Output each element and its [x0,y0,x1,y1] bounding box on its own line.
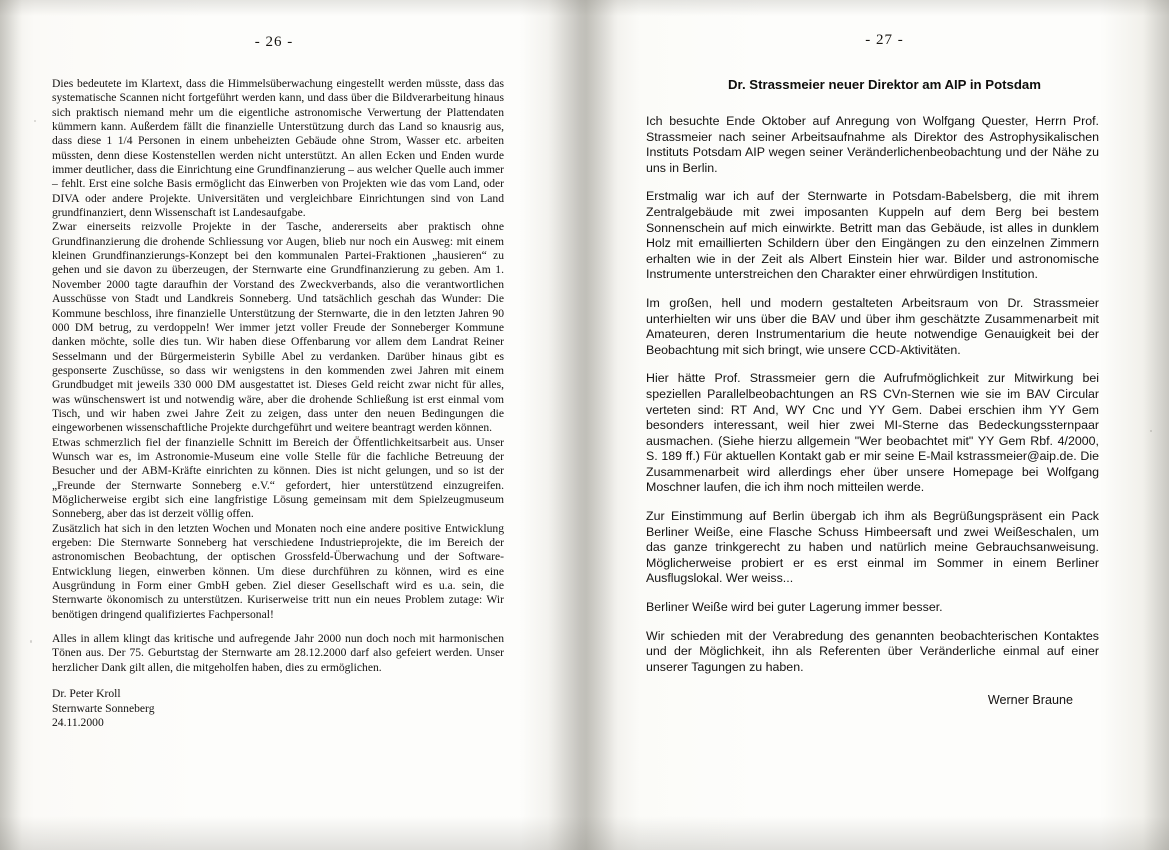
signature-line: Sternwarte Sonneberg [52,701,155,715]
right-page [600,0,1169,850]
left-page [0,0,548,850]
paragraph: Berliner Weiße wird bei guter Lagerung immer besser. [646,600,943,615]
paragraph: Hier hätte Prof. Strassmeier gern die Aufrufmöglichkeit zur Mitwirkung bei speziellen Parallelbeobachtungen an RS CVn-Sternen wie sie im BAV Circular verteten sind: RT And, WY Cnc und YY Gem. Dabei erschien ihm YY Gem besonders interessant, weil hier zwei MI-Sterne das Bedeckungssternpaar ausmachen. (Siehe hierzu allgemein "Wer beobachtet mit" YY Gem Rbf. 4/2000, S. 189 ff.) Für aktuellen Kontakt gab er mir seine E-Mail kstrassmeier@aip.de. Die Zusammenarbeit wird allerdings eher über unsere Homepage bei Wolfgang Moschner laufen, die ich ihm noch mitteilen werde. [646,371,1099,495]
paragraph: Zwar einerseits reizvolle Projekte in der Tasche, andererseits aber praktisch ohne Grundfinanzierung die drohende Schliessung vor Augen, blieb nur noch ein Ausweg: mit einem kleinen Grundfinanzierungs-Konzept bei den kommunalen Partei-Fraktionen „hausieren“ zu gehen und sie davon zu überzeugen, der Sternwarte eine Grundfinanzierung zu geben. Am 1. November 2000 tagte daraufhin der Vorstand des Zweckverbands, also die verantwortlichen Ausschüsse von Stadt und Landkreis Sonneberg. Und tatsächlich geschah das Wunder: Die Kommune beschloss, ihre finanzielle Unterstützung der Sternwarte, die in den letzten Jahren 90 000 DM betrug, zu verdoppeln! Wer immer jetzt voller Freude der Sonneberger Kommune danken möchte, solle dies tun. Wir haben diese Offenbarung vor allem dem Landrat Reiner Sesselmann und der Bürgermeisterin Sybille Abel zu verdanken. Darüber hinaus gibt es gesponserte Zuschüsse, so dass wir wenigstens in den kommenden zwei Jahren mit einem Grundbudget mit jeweils 330 000 DM ausgestattet ist. Dieses Geld reicht zwar nicht für alles, was wünschenswert ist und notwendig wäre, aber die drohende Schließung ist erst einmal vom Tisch, und wir haben zwei Jahre Zeit zu zeigen, dass unter den neuen Bedingungen die eingeworbenen wissenschaftliche Projekte durchgeführt und weitere beantragt werden können. [52,220,504,435]
right-page-number: - 27 - [865,32,904,48]
paragraph: Ich besuchte Ende Oktober auf Anregung von Wolfgang Quester, Herrn Prof. Strassmeier nach seiner Arbeitsaufnahme als Direktor des Astrophysikalischen Instituts Potsdam AIP wegen seiner Veränderlichenbeobachtung und der Nähe zu uns in Berlin. [646,114,1099,175]
signature-line: 24.11.2000 [52,715,104,729]
scan-speck [34,120,36,122]
paragraph: Dies bedeutete im Klartext, dass die Himmelsüberwachung eingestellt werden müsste, dass das systematische Scannen nicht fortgeführt werden kann, und dass über die Bildverarbeitung hinaus sich praktisch niemand mehr um die eigentliche astronomische Verwertung der Plattendaten kümmern kann. Außerdem fällt die finanzielle Unterstützung durch das Land so knausrig aus, dass diese 1 1/4 Personen in einem unbeheizten Gebäude ohne Strom, Wasser etc. arbeiten müssten, denn diese Kostenstellen werden nicht unterstützt. An allen Ecken und Enden wurde immer deutlicher, dass die Einrichtung eine Grundfinanzierung – aus welcher Quelle auch immer – fehlt. Erst eine solche Basis ermöglicht das Einwerben von Projekten wie das vom Land, oder DIVA oder andere Projekte. Universitäten und vergleichbare Einrichtungen sind von Land grundfinanziert, denn Wissenschaft ist Landesaufgabe. [52,77,504,220]
left-page-number: - 26 - [254,34,294,50]
left-page-signature [52,687,504,730]
paragraph: Wir schieden mit der Verabredung des genannten beobachterischen Kontaktes und der Möglichkeit, ihn als Referenten über Veränderliche einmal auf einer unserer Tagungen zu haben. [646,628,1099,674]
left-page-body [52,77,504,675]
scan-speck [30,640,32,643]
paragraph: Erstmalig war ich auf der Sternwarte in Potsdam-Babelsberg, die mit ihrem Zentralgebäude mit zwei imposanten Kuppeln auf dem Berg bei bestem Sonnenschein auf mich einwirkte. Betritt man das Gebäude, ist alles in dunklem Holz mit emaillierten Schildern über den Eingängen zu den einzelnen Zimmern erhalten wie in der Zeit als Albert Einstein hier war. Bilder und astronomische Instrumente unterstreichen den Charakter einer ehrwürdigen Institution. [646,189,1099,282]
scan-speck [1150,430,1152,432]
paragraph: Im großen, hell und modern gestalteten Arbeitsraum von Dr. Strassmeier unterhielten wir uns über die BAV und über ihm geschätzte Zusammenarbeit mit Amateuren, deren Instrumentarium die heute notwendige Genauigkeit bei der Beobachtung mit sich bringt, wie unsere CCD-Aktivitäten. [646,295,1099,357]
signature-line: Dr. Peter Kroll [52,687,121,701]
paragraph: Etwas schmerzlich fiel der finanzielle Schnitt im Bereich der Öffentlichkeitsarbeit aus. Unser Wunsch war es, im Astronomie-Museum eine volle Stelle für die fachliche Betreuung der Besucher und der ABM-Kräfte einrichten zu können. Dies ist nicht gelungen, und so ist der „Freunde der Sternwarte Sonneberg e.V.“ gefordert, hier unterstützend einzugreifen. Möglicherweise ergibt sich eine langfristige Lösung gemeinsam mit dem Spielzeugmuseum Sonneberg, aber das ist derzeit völlig offen. [52,435,504,521]
paragraph: Zur Einstimmung auf Berlin übergab ich ihm als Begrüßungspräsent ein Pack Berliner Weiße, eine Flasche Schuss Himbeersaft und zwei Weißeschalen, um das ganze trinkgerecht zu haben und natürlich meine Gebrauchsanweisung. Möglicherweise probiert er es erst einmal im Sommer in einem Berliner Ausflugslokal. Wer weiss... [646,509,1099,586]
paragraph: Zusätzlich hat sich in den letzten Wochen und Monaten noch eine andere positive Entwicklung ergeben: Die Sternwarte Sonneberg hat verschiedene Industrieprojekte, die im Bereich der astronomischen Beobachtung, der optischen Grossfeld-Überwachung und der Software-Entwicklung liegen, einwerben können. Um diese durchführen zu können, wird es eine Ausgründung in Form einer GmbH geben. Ziel dieser Gesellschaft wird es u.a. sein, die Sternwarte ökonomisch zu unterstützen. Kuriserweise tritt nun ein neues Problem zutage: Wir benötigen dringend qualifiziertes Fachpersonal! [52,521,504,621]
article-author-signature: Werner Braune [987,693,1073,708]
paragraph: Alles in allem klingt das kritische und aufregende Jahr 2000 nun doch noch mit harmonischen Tönen aus. Der 75. Geburtstag der Sternwarte am 28.12.2000 darf also gefeiert werden. Unser herzlicher Dank gilt allen, die mitgeholfen haben, dies zu ermöglichen. [52,632,504,674]
right-page-body [646,114,1099,675]
article-title: Dr. Strassmeier neuer Direktor am AIP in Potsdam [728,77,1041,92]
